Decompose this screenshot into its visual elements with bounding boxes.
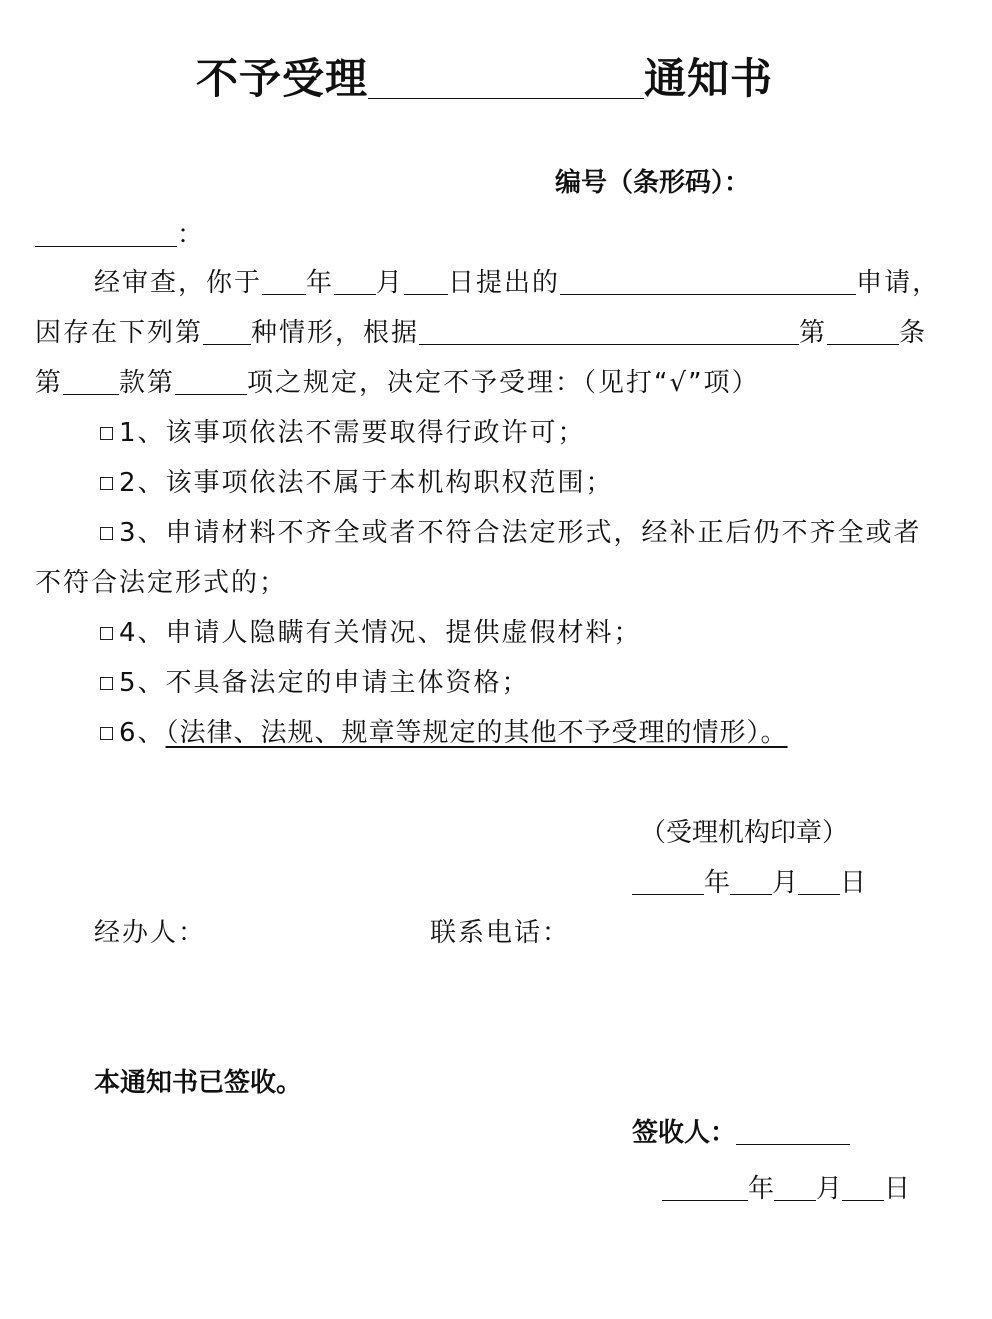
option-2 (100, 462, 614, 499)
seal-month-label: 月 (772, 868, 799, 898)
option-6 (100, 712, 788, 749)
title-blank[interactable] (368, 56, 644, 99)
signer-line (632, 1112, 850, 1149)
item-blank[interactable] (175, 368, 247, 395)
option-4-number: 4、 (119, 618, 166, 648)
article-suffix: 条 (899, 318, 928, 348)
addressee-blank[interactable] (35, 220, 177, 247)
clause-blank[interactable] (63, 368, 119, 395)
seal-day-blank[interactable] (798, 868, 840, 895)
application-blank[interactable] (560, 268, 856, 295)
addressee-line (35, 214, 205, 251)
receipt-date (662, 1168, 910, 1205)
month-blank[interactable] (334, 268, 376, 295)
body-line-1 (94, 262, 940, 299)
day-submitted-label: 日提出的 (448, 268, 561, 298)
option-1-number: 1、 (119, 418, 166, 448)
item-label: 项之规定，决定不予受理：（见打“√”项） (247, 368, 760, 398)
receipt-month-label: 月 (816, 1174, 843, 1204)
addressee-colon: ： (177, 220, 206, 250)
body-line-2 (35, 312, 927, 349)
title-prefix: 不予受理 (196, 54, 369, 103)
year-blank[interactable] (262, 268, 306, 295)
receipt-year-blank[interactable] (662, 1174, 748, 1201)
receipt-month-blank[interactable] (774, 1174, 816, 1201)
article-prefix: 第 (799, 318, 828, 348)
option-6-text: （法律、法规、规章等规定的其他不予受理的情形）。 (165, 718, 788, 748)
year-label: 年 (306, 268, 335, 298)
option-1-checkbox[interactable] (100, 427, 113, 440)
option-3-checkbox[interactable] (100, 527, 113, 540)
option-6-number: 6、 (119, 718, 166, 748)
option-4-checkbox[interactable] (100, 627, 113, 640)
situation-label: 种情形，根据 (251, 318, 420, 348)
situation-number-blank[interactable] (203, 318, 251, 345)
month-label: 月 (376, 268, 405, 298)
signer-blank[interactable] (736, 1118, 850, 1145)
seal-month-blank[interactable] (730, 868, 772, 895)
option-5-text: 不具备法定的申请主体资格； (165, 668, 530, 698)
option-3-number: 3、 (119, 518, 166, 548)
option-3-text: 申请材料不齐全或者不符合法定形式，经补正后仍不齐全或者 (165, 518, 922, 548)
review-lead: 经审查，你于 (94, 268, 263, 298)
receipt-day-label: 日 (884, 1174, 911, 1204)
day-blank[interactable] (404, 268, 448, 295)
option-2-number: 2、 (119, 468, 166, 498)
seal-year-blank[interactable] (632, 868, 704, 895)
seal-day-label: 日 (840, 868, 867, 898)
option-2-text: 该事项依法不属于本机构职权范围； (165, 468, 614, 498)
option-3 (100, 512, 922, 549)
application-label: 申请， (856, 268, 941, 298)
barcode-label: 编号（条形码）： (555, 168, 751, 198)
option-5-number: 5、 (119, 668, 166, 698)
option-4-text: 申请人隐瞒有关情况、提供虚假材料； (165, 618, 642, 648)
option-1-text: 该事项依法不需要取得行政许可； (165, 418, 586, 448)
option-6-checkbox[interactable] (100, 727, 113, 740)
receipt-statement: 本通知书已签收。 (94, 1068, 303, 1098)
article-blank[interactable] (827, 318, 899, 345)
handler-label: 经办人： (94, 918, 207, 948)
option-5-checkbox[interactable] (100, 677, 113, 690)
receipt-day-blank[interactable] (842, 1174, 884, 1201)
seal-year-label: 年 (704, 868, 731, 898)
option-3-continuation: 不符合法定形式的； (35, 568, 288, 598)
body-line-3 (35, 362, 760, 399)
clause-lead: 第 (35, 368, 64, 398)
option-4 (100, 612, 642, 649)
seal-label: （受理机构印章） (640, 818, 849, 848)
signer-label: 签收人： (632, 1118, 737, 1148)
clause-label: 款第 (119, 368, 176, 398)
option-5 (100, 662, 530, 699)
option-1 (100, 412, 586, 449)
phone-label: 联系电话： (430, 918, 571, 948)
situation-lead: 因存在下列第 (35, 318, 204, 348)
document-title (196, 46, 773, 106)
seal-date (632, 862, 866, 899)
receipt-year-label: 年 (748, 1174, 775, 1204)
option-2-checkbox[interactable] (100, 477, 113, 490)
title-suffix: 通知书 (644, 54, 774, 103)
regulation-blank[interactable] (419, 318, 799, 345)
